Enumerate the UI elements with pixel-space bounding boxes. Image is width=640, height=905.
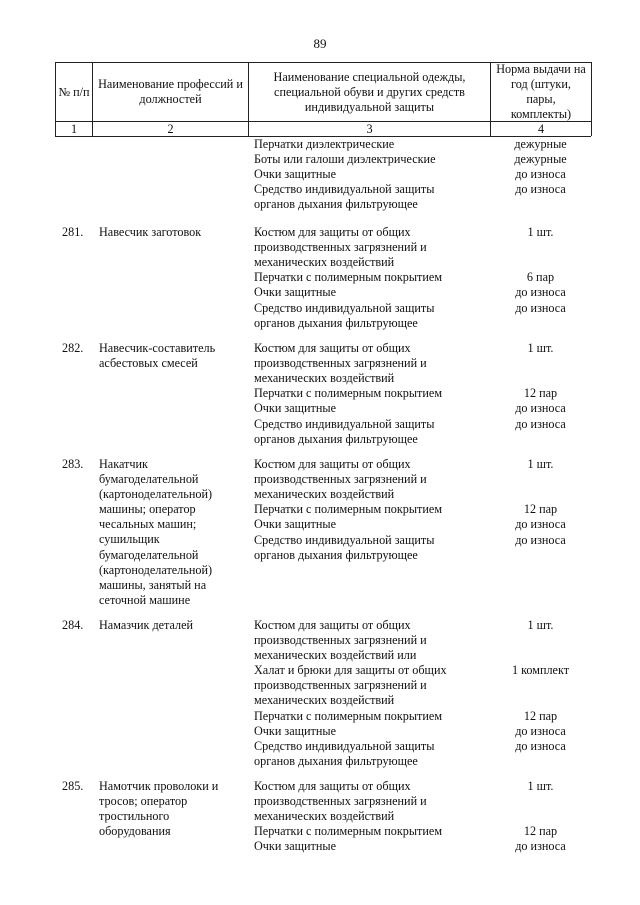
equipment-item-line: Очки защитные (254, 167, 336, 182)
profession-name-line: Намотчик проволоки и (99, 779, 219, 793)
row-number (62, 618, 98, 633)
equipment-item-line: органов дыхания фильтрующее (254, 315, 418, 330)
equipment-item (254, 225, 499, 270)
profession-name-line: сеточной машине (99, 592, 191, 607)
equipment-item-line: Халат и брюки для защиты от общих (254, 663, 447, 678)
norm-value: до износа (515, 401, 566, 416)
equipment-item-line: Перчатки с полимерным покрытием (254, 270, 443, 285)
equipment-item-line: производственных загрязнений и (254, 356, 427, 371)
equipment-item-line: органов дыхания фильтрующее (254, 431, 418, 446)
equipment-item (254, 417, 499, 447)
equipment-item-line: производственных загрязнений и (254, 794, 427, 809)
norm-value: до износа (515, 517, 566, 532)
equipment-item (254, 341, 499, 386)
norm-value: 12 пар (523, 502, 558, 517)
profession-name-line: Навесчик-составитель (99, 341, 216, 355)
page-number: 89 (313, 36, 327, 51)
norm-value: 12 пар (523, 708, 558, 723)
norm-value: 1 шт. (527, 779, 554, 793)
equipment-item (254, 739, 499, 769)
row-number (62, 225, 98, 240)
equipment-item (254, 824, 499, 839)
equipment-item-line: Очки защитные (254, 401, 336, 416)
profession-name-line: (картоноделательной) (99, 487, 213, 502)
row-number-line: 284. (62, 618, 84, 632)
norm-value: 1 шт. (527, 225, 554, 239)
equipment-item-line: производственных загрязнений и (254, 472, 427, 487)
profession-name-line: оборудования (99, 824, 171, 839)
row-number-line: 285. (62, 779, 84, 793)
norm-value: 1 шт. (527, 341, 554, 355)
equipment-item-line: органов дыхания фильтрующее (254, 197, 418, 212)
profession-name-line: асбестовых смесей (99, 356, 198, 371)
equipment-item (254, 457, 499, 502)
equipment-item-line: Средство индивидуальной защиты (254, 532, 435, 547)
equipment-item-line: механических воздействий (254, 371, 395, 386)
row-number-line: 281. (62, 225, 84, 239)
profession-name-line: тростильного (99, 809, 170, 824)
profession-name (99, 225, 249, 240)
profession-name-line: чесальных машин; (99, 517, 197, 532)
profession-name (99, 618, 249, 633)
row-number-line: 282. (62, 341, 84, 355)
norm-value: до износа (515, 167, 566, 182)
norm-value: 12 пар (523, 824, 558, 839)
norm-value: до износа (515, 839, 566, 854)
equipment-item (254, 182, 499, 212)
header-col-profession: Наименование профессий и должностей (98, 77, 243, 106)
column-number-4: 4 (537, 122, 545, 136)
profession-name-line: бумагоделательной (99, 547, 199, 562)
profession-name-line: машины, занятый на (99, 577, 207, 592)
row-number-line: 283. (62, 457, 84, 471)
equipment-item-line: Перчатки диэлектрические (254, 137, 395, 151)
norm-value: 1 шт. (527, 457, 554, 471)
norm-value: дежурные (514, 152, 567, 167)
equipment-item-line: Средство индивидуальной защиты (254, 416, 435, 431)
profession-name-line: бумагоделательной (99, 472, 199, 487)
row-number (62, 341, 98, 356)
equipment-item (254, 285, 499, 300)
header-col-norm: Норма выдачи на год (штуки, пары, комплекты) (496, 62, 586, 121)
equipment-item (254, 137, 499, 152)
equipment-item (254, 724, 499, 739)
equipment-item (254, 663, 499, 708)
profession-name (99, 457, 249, 608)
equipment-item-line: Перчатки с полимерным покрытием (254, 502, 443, 517)
table-border-right (591, 62, 592, 136)
equipment-item-line: Перчатки с полимерным покрытием (254, 708, 443, 723)
profession-name-line: Накатчик (99, 457, 148, 471)
equipment-item-line: Боты или галоши диэлектрические (254, 152, 436, 167)
equipment-item-line: Очки защитные (254, 285, 336, 300)
equipment-item-line: производственных загрязнений и (254, 678, 427, 693)
equipment-item-line: Очки защитные (254, 723, 336, 738)
norm-value: до износа (515, 285, 566, 300)
equipment-item-line: Костюм для защиты от общих (254, 225, 411, 239)
norm-value: до износа (515, 723, 566, 738)
equipment-item-line: механических воздействий (254, 693, 395, 708)
equipment-item-line: Перчатки с полимерным покрытием (254, 386, 443, 401)
norm-value: до износа (515, 738, 566, 753)
row-number (62, 457, 98, 472)
equipment-item (254, 839, 499, 854)
equipment-item (254, 401, 499, 416)
equipment-item-line: Средство индивидуальной защиты (254, 182, 435, 197)
equipment-item-line: производственных загрязнений и (254, 240, 427, 255)
norm-value: 6 пар (526, 270, 555, 285)
equipment-item-line: механических воздействий или (254, 648, 417, 663)
row-number (62, 779, 98, 794)
norm-value: до износа (515, 416, 566, 431)
equipment-item (254, 152, 499, 167)
equipment-item-line: механических воздействий (254, 255, 395, 270)
column-number-1: 1 (70, 122, 78, 136)
equipment-item (254, 533, 499, 563)
equipment-item-line: Средство индивидуальной защиты (254, 738, 435, 753)
profession-name-line: сушильщик (99, 532, 160, 547)
norm-value: до износа (515, 182, 566, 197)
column-number-2: 2 (167, 122, 174, 136)
equipment-item (254, 270, 499, 285)
profession-name (99, 779, 249, 839)
header-col-protective-equipment: Наименование специальной одежды, специальной обуви и других средств индивидуальной защиты (273, 69, 466, 114)
equipment-item-line: органов дыхания фильтрующее (254, 753, 418, 768)
norm-value: дежурные (514, 137, 567, 151)
norm-value: 1 шт. (527, 618, 554, 632)
equipment-item-line: Очки защитные (254, 839, 336, 854)
profession-name-line: Навесчик заготовок (99, 225, 202, 239)
equipment-item (254, 779, 499, 824)
profession-name-line: машины; оператор (99, 502, 196, 517)
norm-value: 1 комплект (511, 663, 570, 678)
equipment-item-line: Костюм для защиты от общих (254, 618, 411, 632)
column-number-3: 3 (366, 122, 373, 136)
equipment-item-line: Очки защитные (254, 517, 336, 532)
equipment-item (254, 618, 499, 663)
equipment-item (254, 502, 499, 517)
equipment-item-line: Перчатки с полимерным покрытием (254, 824, 443, 839)
norm-value: до износа (515, 300, 566, 315)
equipment-item (254, 386, 499, 401)
profession-name (99, 341, 249, 371)
equipment-item (254, 709, 499, 724)
equipment-item-line: механических воздействий (254, 487, 395, 502)
header-col-number: № п/п (58, 84, 90, 99)
profession-name-line: (картоноделательной) (99, 562, 213, 577)
equipment-item (254, 301, 499, 331)
equipment-item (254, 517, 499, 532)
equipment-item-line: Костюм для защиты от общих (254, 457, 411, 471)
equipment-item-line: органов дыхания фильтрующее (254, 547, 418, 562)
profession-name-line: тросов; оператор (99, 794, 188, 809)
equipment-item-line: Костюм для защиты от общих (254, 779, 411, 793)
equipment-item-line: механических воздействий (254, 809, 395, 824)
equipment-item (254, 167, 499, 182)
equipment-item-line: Средство индивидуальной защиты (254, 300, 435, 315)
equipment-item-line: производственных загрязнений и (254, 633, 427, 648)
equipment-item-line: Костюм для защиты от общих (254, 341, 411, 355)
norm-value: 12 пар (523, 386, 558, 401)
norm-value: до износа (515, 532, 566, 547)
profession-name-line: Намазчик деталей (99, 618, 194, 632)
